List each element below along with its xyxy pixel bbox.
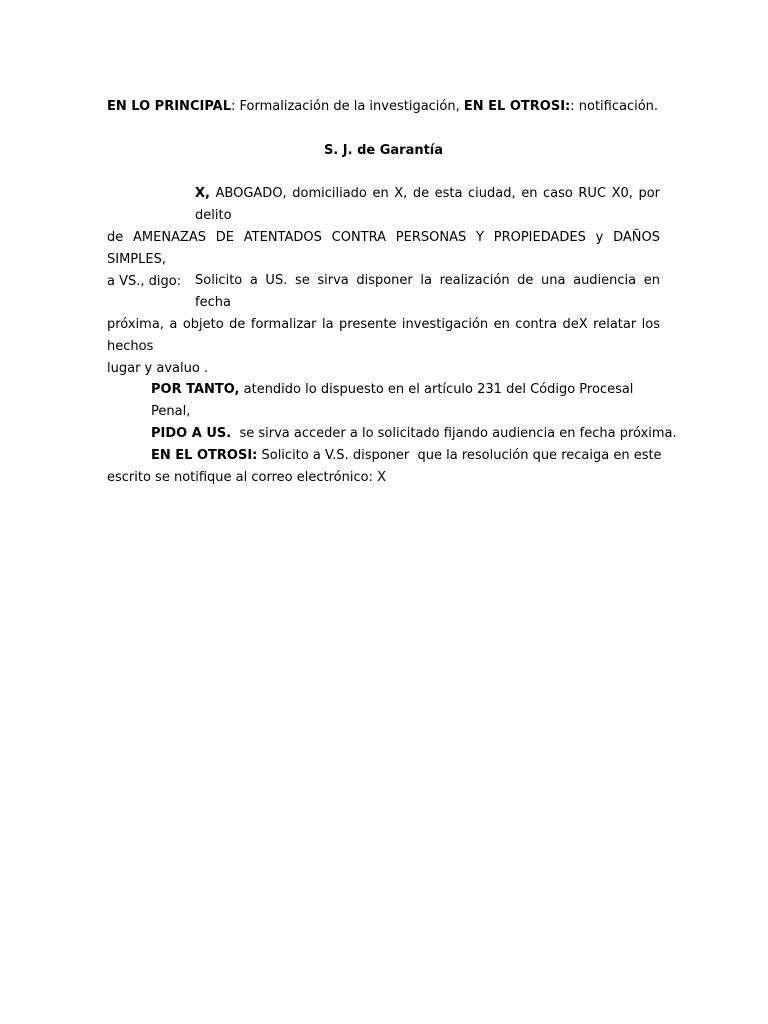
otrosi-paragraph bbox=[107, 445, 660, 489]
intro-line-2: de AMENAZAS DE ATENTADOS CONTRA PERSONAS Y PROPIEDADES y DAÑOS SIMPLES, bbox=[107, 230, 660, 267]
intro-line-1-text: ABOGADO, domiciliado en X, de esta ciudad, en caso RUC X0, por delito bbox=[195, 186, 660, 223]
court-title: S. J. de Garantía bbox=[323, 143, 444, 158]
otrosi-line-1 bbox=[107, 445, 660, 467]
intro-line-1 bbox=[107, 183, 660, 227]
request-line-3: lugar y avaluo . bbox=[107, 361, 209, 376]
otrosi-line-1-text: Solicito a V.S. disponer que la resolución que recaiga en este bbox=[257, 448, 662, 463]
court-title-block bbox=[107, 140, 660, 162]
por-tanto-line bbox=[151, 379, 660, 423]
petition-block bbox=[151, 379, 677, 445]
otrosi-header-label: EN EL OTROSI: bbox=[463, 99, 571, 114]
request-line-1: Solicito a US. se sirva disponer la realización de una audiencia en fecha bbox=[195, 273, 660, 310]
document-header bbox=[107, 96, 660, 118]
otrosi-line-2: escrito se notifique al correo electrónico: X bbox=[107, 470, 386, 485]
pido-line bbox=[151, 423, 677, 445]
request-paragraph bbox=[107, 270, 660, 380]
lawyer-name: X, bbox=[195, 186, 210, 201]
por-tanto-text: atendido lo dispuesto en el artículo 231 del Código Procesal Penal, bbox=[151, 382, 634, 419]
principal-text: : Formalización de la investigación, bbox=[231, 99, 464, 114]
pido-text: se sirva acceder a lo solicitado fijando audiencia en fecha próxima. bbox=[231, 426, 677, 441]
otrosi-label: EN EL OTROSI: bbox=[151, 448, 258, 463]
request-line-2: próxima, a objeto de formalizar la presente investigación en contra deX relatar los hechos bbox=[107, 317, 660, 354]
principal-label: EN LO PRINCIPAL bbox=[107, 99, 231, 114]
intro-line-3: a VS., digo: bbox=[107, 274, 182, 289]
por-tanto-label: POR TANTO, bbox=[151, 382, 240, 397]
pido-label: PIDO A US. bbox=[151, 426, 232, 441]
otrosi-header-text: : notificación. bbox=[570, 99, 659, 114]
